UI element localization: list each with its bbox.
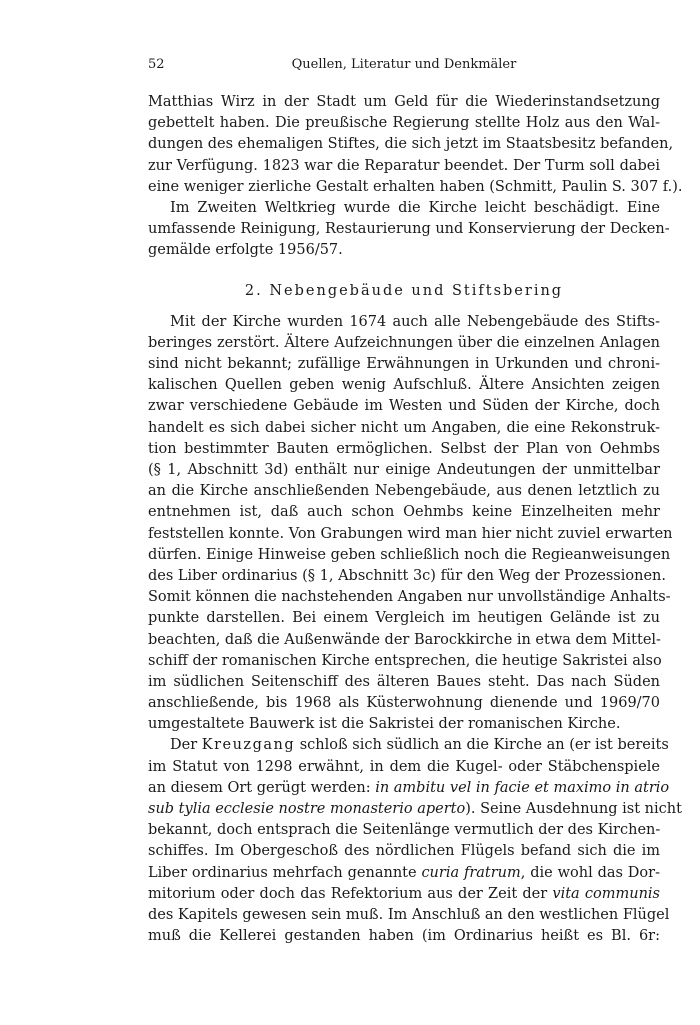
text-line: handelt es sich dabei sicher nicht um Angaben, die eine Rekonstruk- [148,419,660,436]
latin-term: vita communis [552,885,661,902]
text-line: entnehmen ist, daß auch schon Oehmbs keine Einzelheiten mehr [148,504,660,521]
spaced-term: Kreuzgang [201,737,296,754]
text-line: dürfen. Einige Hinweise geben schließlich noch die Regieanweisungen [148,546,671,563]
text-line: umgestaltete Bauwerk ist die Sakristei der romanischen Kirche. [148,716,621,733]
text-line: anschließende, bis 1968 als Küsterwohnung dienende und 1969/70 [148,695,660,712]
text-run: Der [170,737,202,754]
text-run: schloß sich südlich an die Kirche an (er ist bereits [295,737,669,754]
latin-quote: sub tylia ecclesie nostre monasterio aperto [148,801,466,817]
text-line: schiffes. Im Obergeschoß des nördlichen Flügels befand sich die im [148,843,660,860]
text-line: tion bestimmter Bauten ermöglichen. Selbst der Plan von Oehmbs [148,440,660,457]
paragraph-3 [148,312,673,736]
text-line: im südlichen Seitenschiff des älteren Baues steht. Das nach Süden [148,673,660,690]
text-line: des Liber ordinarius (§ 1, Abschnitt 3c) für den Weg der Prozessionen. [148,567,666,584]
text-line: an die Kirche anschließenden Nebengebäude, aus denen letztlich zu [148,483,660,500]
running-title: Quellen, Literatur und Denkmäler [291,57,517,72]
text-line [148,735,669,756]
text-line: dungen des ehemaligen Stiftes, die sich jetzt im Staatsbesitz befanden, [148,136,674,153]
text-run: Liber ordinarius mehrfach genannte [148,864,422,881]
text-line: beachten, daß die Außenwände der Barockkirche in etwa dem Mittel- [148,631,661,648]
spacer [148,262,660,281]
text-line: feststellen konnte. Von Grabungen wird man hier nicht zuviel erwarten [148,525,673,542]
text-line: gebettelt haben. Die preußische Regierung stellte Holz aus den Wal- [148,115,660,132]
text-run: an diesem Ort gerügt werden: [148,779,376,796]
text-line: kalischen Quellen geben wenig Aufschluß. Ältere Ansichten zeigen [148,377,660,394]
spacer [148,302,660,312]
text-line: punkte darstellen. Bei einem Vergleich im heutigen Gelände ist zu [148,610,660,627]
latin-quote: in ambitu vel in facie et maximo in atrio [375,779,670,796]
text-line: Matthias Wirz in der Stadt um Geld für die Wiederinstandsetzung [148,94,660,110]
text-line [148,863,660,884]
text-line: zwar verschiedene Gebäude im Westen und Süden der Kirche, doch [148,398,660,415]
text-line: umfassende Reinigung, Restaurierung und Konservierung der Decken- [148,221,670,238]
paragraph-4 [148,735,682,947]
text-line: sind nicht bekannt; zufällige Erwähnungen in Urkunden und chroni- [148,356,660,373]
paragraph-2 [148,198,670,262]
text-line: im Statut von 1298 erwähnt, in dem die Kugel- oder Stäbchenspiele [148,758,660,775]
text-line: gemälde erfolgte 1956/57. [148,242,343,259]
text-line: (§ 1, Abschnitt 3d) enthält nur einige Andeutungen der unmittelbar [148,462,660,478]
text-line [148,778,670,799]
text-line: Im Zweiten Weltkrieg wurde die Kirche leicht beschädigt. Eine [170,199,660,216]
text-line: Somit können die nachstehenden Angaben nur unvollständige Anhalts- [148,589,671,606]
text-line: zur Verfügung. 1823 war die Reparatur beendet. Der Turm soll dabei [148,157,660,174]
text-line: eine weniger zierliche Gestalt erhalten haben (Schmitt, Paulin S. 307 f.). [148,178,683,195]
paragraph-1 [148,92,683,198]
page-header [148,57,660,77]
text-line [148,884,660,905]
text-line: des Kapitels gewesen sein muß. Im Anschluß an den westlichen Flügel [148,906,670,923]
text-line: muß die Kellerei gestanden haben (im Ordinarius heißt es Bl. 6r: [148,928,660,945]
text-run: , die wohl das Dor- [520,864,660,881]
text-line: Mit der Kirche wurden 1674 auch alle Nebengebäude des Stifts- [170,313,660,330]
section-heading: 2. Nebengebäude und Stiftsbering [244,282,564,299]
text-line [148,799,682,820]
text-line: beringes zerstört. Ältere Aufzeichnungen über die einzelnen Anlagen [148,334,660,351]
text-run: mitorium oder doch das Refektorium aus der Zeit der [148,885,553,902]
page-number: 52 [148,57,165,72]
body-text [148,92,683,947]
text-line: schiff der romanischen Kirche entsprechen, die heutige Sakristei also [148,652,662,669]
latin-term: curia fratrum [421,864,521,881]
text-run: ). Seine Ausdehnung ist nicht [465,801,682,817]
text-line: bekannt, doch entsprach die Seitenlänge vermutlich der des Kirchen- [148,822,661,839]
